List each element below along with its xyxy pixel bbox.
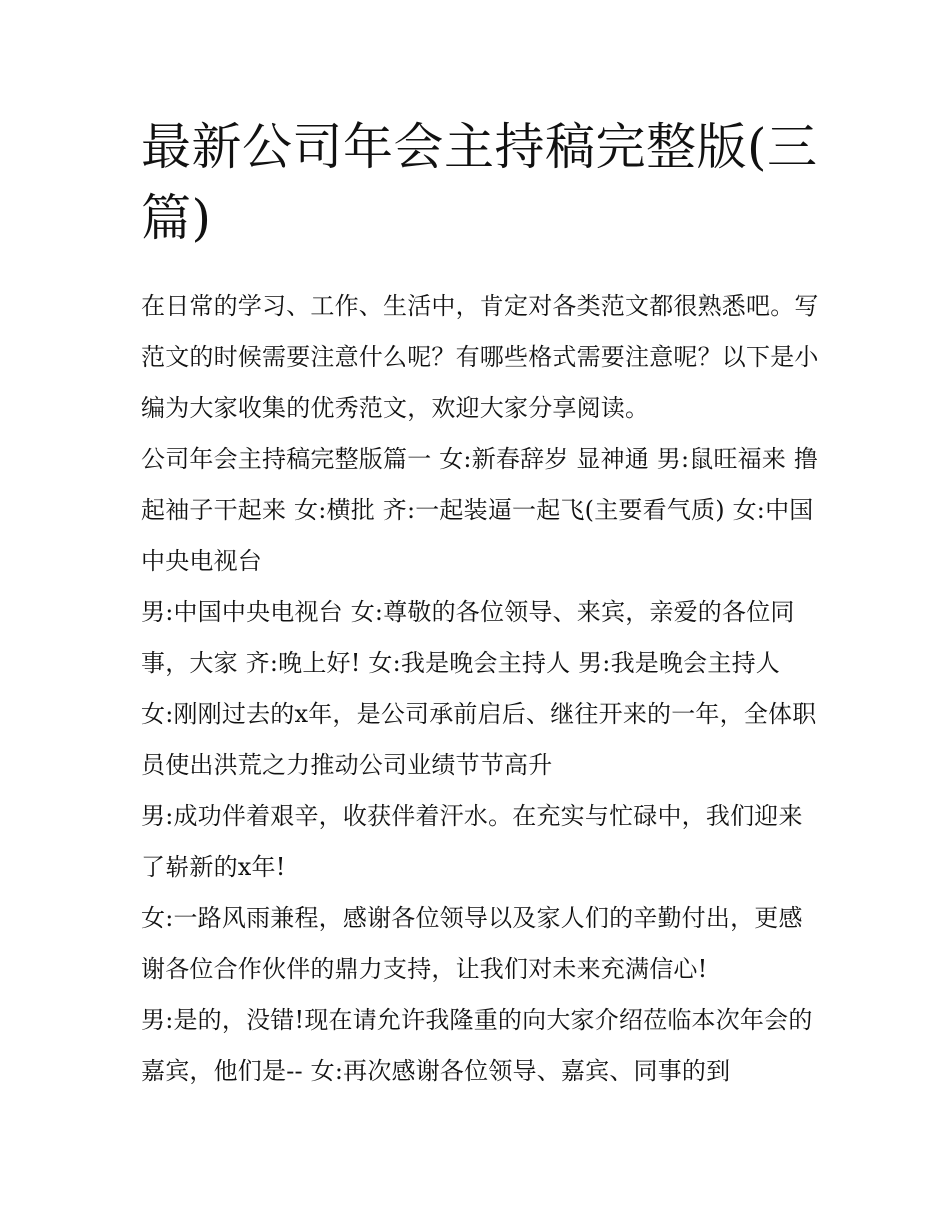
- document-title: 最新公司年会主持稿完整版(三篇): [141, 118, 818, 247]
- paragraph: 女:刚刚过去的x年，是公司承前启后、继往开来的一年，全体职员使出洪荒之力推动公司业绩节节高升: [141, 700, 817, 779]
- paragraph: 男:是的，没错!现在请允许我隆重的向大家介绍莅临本次年会的嘉宾，他们是-- 女:再次感谢各位领导、嘉宾、同事的到: [141, 1006, 813, 1085]
- paragraph: 男:成功伴着艰辛，收获伴着汗水。在充实与忙碌中，我们迎来了崭新的x年!: [141, 802, 803, 881]
- paragraph: 女:一路风雨兼程，感谢各位领导以及家人们的辛勤付出，更感谢各位合作伙伴的鼎力支持，让我们对未来充满信心!: [141, 904, 803, 983]
- paragraph-intro: 在日常的学习、工作、生活中，肯定对各类范文都很熟悉吧。写范文的时候需要注意什么呢？有哪些格式需要注意呢？以下是小编为大家收集的优秀范文，欢迎大家分享阅读。: [141, 292, 819, 422]
- paragraph: 男:中国中央电视台 女:尊敬的各位领导、来宾，亲爱的各位同事，大家 齐:晚上好! 女:我是晚会主持人 男:我是晚会主持人: [141, 598, 795, 677]
- document-body: [141, 281, 821, 1097]
- paragraph: 公司年会主持稿完整版篇一 女:新春辞岁 显神通 男:鼠旺福来 撸起袖子干起来 女:横批 齐:一起装逼一起飞(主要看气质) 女:中国中央电视台: [141, 445, 819, 575]
